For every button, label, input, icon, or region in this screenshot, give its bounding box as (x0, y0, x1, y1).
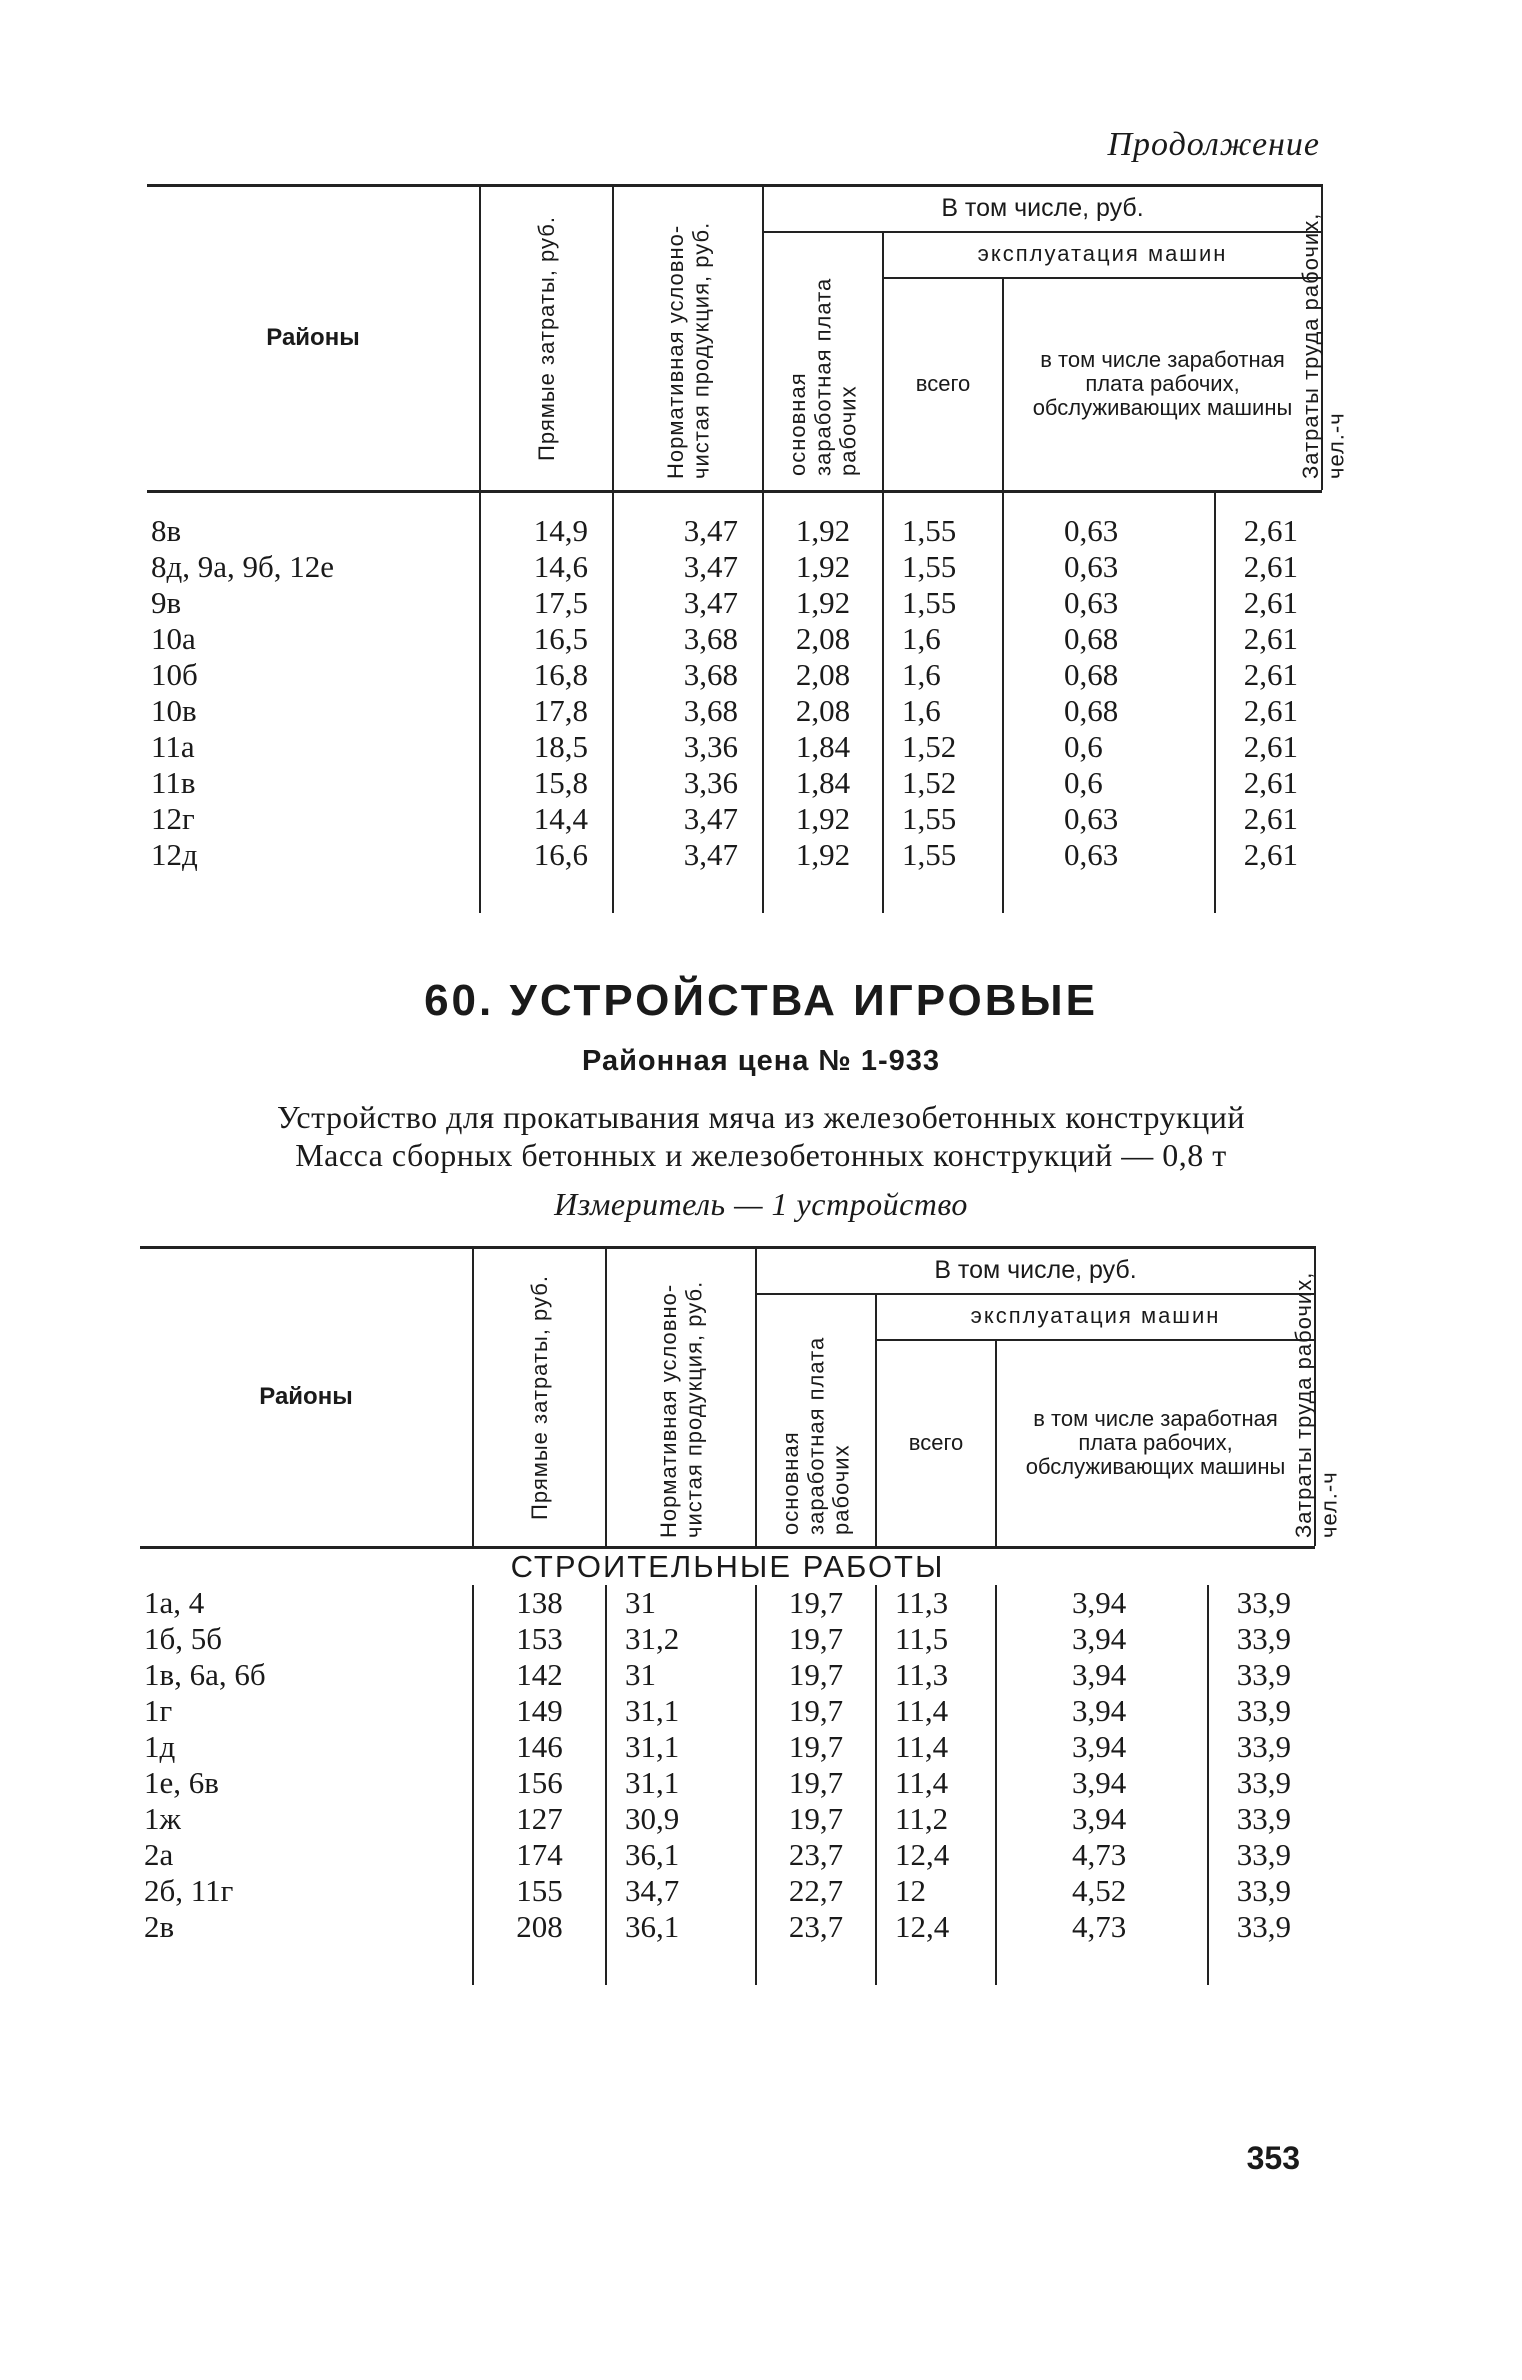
table-row: 1г 149 31,1 19,7 11,4 3,94 33,9 (140, 1693, 1315, 1729)
table-row: 8д, 9а, 9б, 12е 14,6 3,47 1,92 1,55 0,63 2,61 (147, 549, 1322, 585)
device-description (0, 1098, 1522, 1174)
table-row: 11в 15,8 3,36 1,84 1,52 0,6 2,61 (147, 765, 1322, 801)
header-regions: Районы (147, 186, 480, 492)
header-total: всего (883, 278, 1003, 492)
unit-of-measure: Измеритель — 1 устройство (554, 1186, 968, 1222)
district-price: Районная цена № 1-933 (582, 1045, 940, 1077)
description-line-2: Масса сборных бетонных и железобетонных конструкций — 0,8 т (295, 1137, 1227, 1173)
header-base-wages: основная заработная плата рабочих (763, 232, 883, 492)
header-machine-operation: эксплуатация машин (876, 1294, 1315, 1340)
header-normative-net-product: Нормативная условно-чистая продукция, руб. (606, 1248, 756, 1548)
table-row: 9в 17,5 3,47 1,92 1,55 0,63 2,61 (147, 585, 1322, 621)
table-row: 2а 174 36,1 23,7 12,4 4,73 33,9 (140, 1837, 1315, 1873)
table-row: 8в 14,9 3,47 1,92 1,55 0,63 2,61 (147, 513, 1322, 549)
header-machine-operation: эксплуатация машин (883, 232, 1322, 278)
table-row: 1в, 6а, 6б 142 31 19,7 11,3 3,94 33,9 (140, 1657, 1315, 1693)
header-including-rub: В том числе, руб. (756, 1248, 1315, 1294)
table-row: 1д 146 31,1 19,7 11,4 3,94 33,9 (140, 1729, 1315, 1765)
header-including-rub: В том числе, руб. (763, 186, 1322, 232)
table-row: 10а 16,5 3,68 2,08 1,6 0,68 2,61 (147, 621, 1322, 657)
subsection-title: СТРОИТЕЛЬНЫЕ РАБОТЫ (510, 1549, 945, 1584)
description-line-1: Устройство для прокатывания мяча из железобетонных конструкций (277, 1099, 1245, 1135)
cost-table-play-devices: Районы Прямые затраты, руб. Нормативная условно-чистая продукция, руб. В том числе, руб. Затраты труда рабочих, чел.-ч основная заработная плата рабочих эксплуатация машин всего в том числе заработная плата рабочих, обслуживающих машины СТРОИТЕЛЬНЫЕ РАБОТЫ 1а, 4 138 31 19,7 11,3 3,94 33,9 1б, 5б 153 31,2 19,7 11,5 3,94 33,9 1в, 6а, 6б 142 31 19,7 11,3 3,94 33,9 1г 149 31,1 19,7 11,4 3,94 33,9 1д 146 31,1 19,7 11,4 3,94 33,9 1е, 6в 156 31,1 19,7 11,4 3,94 33,9 1ж 127 30,9 19,7 11,2 3,94 33,9 2а 174 36,1 23,7 12,4 4,73 33,9 2б, 11г 155 34,7 22,7 12 4,52 33,9 2в 208 36,1 23,7 12,4 4,73 33,9 (140, 1246, 1315, 1985)
table-row: 1б, 5б 153 31,2 19,7 11,5 3,94 33,9 (140, 1621, 1315, 1657)
header-total: всего (876, 1340, 996, 1548)
table-row: 11а 18,5 3,36 1,84 1,52 0,6 2,61 (147, 729, 1322, 765)
continuation-label: Продолжение (1107, 126, 1320, 163)
page-number: 353 (1246, 2140, 1300, 2176)
table-row: 12г 14,4 3,47 1,92 1,55 0,63 2,61 (147, 801, 1322, 837)
header-normative-net-product: Нормативная условно-чистая продукция, руб. (613, 186, 763, 492)
header-machine-wages: в том числе заработная плата рабочих, обслуживающих машины (996, 1340, 1315, 1548)
table-row: 10в 17,8 3,68 2,08 1,6 0,68 2,61 (147, 693, 1322, 729)
header-machine-wages: в том числе заработная плата рабочих, обслуживающих машины (1003, 278, 1322, 492)
table-row: 1ж 127 30,9 19,7 11,2 3,94 33,9 (140, 1801, 1315, 1837)
table-row: 10б 16,8 3,68 2,08 1,6 0,68 2,61 (147, 657, 1322, 693)
table-row: 2б, 11г 155 34,7 22,7 12 4,52 33,9 (140, 1873, 1315, 1909)
section-title: 60. УСТРОЙСТВА ИГРОВЫЕ (424, 976, 1098, 1025)
header-regions: Районы (140, 1248, 473, 1548)
table-row: 1е, 6в 156 31,1 19,7 11,4 3,94 33,9 (140, 1765, 1315, 1801)
header-direct-costs: Прямые затраты, руб. (480, 186, 613, 492)
table-row: 1а, 4 138 31 19,7 11,3 3,94 33,9 (140, 1585, 1315, 1621)
header-direct-costs: Прямые затраты, руб. (473, 1248, 606, 1548)
table-row: 2в 208 36,1 23,7 12,4 4,73 33,9 (140, 1909, 1315, 1945)
table-row: 12д 16,6 3,47 1,92 1,55 0,63 2,61 (147, 837, 1322, 873)
header-base-wages: основная заработная плата рабочих (756, 1294, 876, 1548)
cost-table-continued: Районы Прямые затраты, руб. Нормативная условно-чистая продукция, руб. В том числе, руб. Затраты труда рабочих, чел.-ч основная заработная плата рабочих эксплуатация машин всего в том числе заработная плата рабочих, обслуживающих машины 8в 14,9 3,47 1,92 1,55 0,63 2,61 8д, 9а, 9б, 12е 14,6 3,47 1,92 1,55 0,63 2,61 9в 17,5 3,47 1,92 1,55 0,63 2,61 10а 16,5 3,68 2,08 1,6 0,68 2,61 10б 16,8 3,68 2,08 1,6 0,68 2,61 10в 17,8 3,68 2,08 1,6 0,68 2,61 11а 18,5 3,36 1,84 1,52 0,6 2,61 11в 15,8 3,36 1,84 1,52 0,6 2,61 12г 14,4 3,47 1,92 1,55 0,63 2,61 12д 16,6 3,47 1,92 1,55 0,63 2,61 (147, 184, 1322, 913)
